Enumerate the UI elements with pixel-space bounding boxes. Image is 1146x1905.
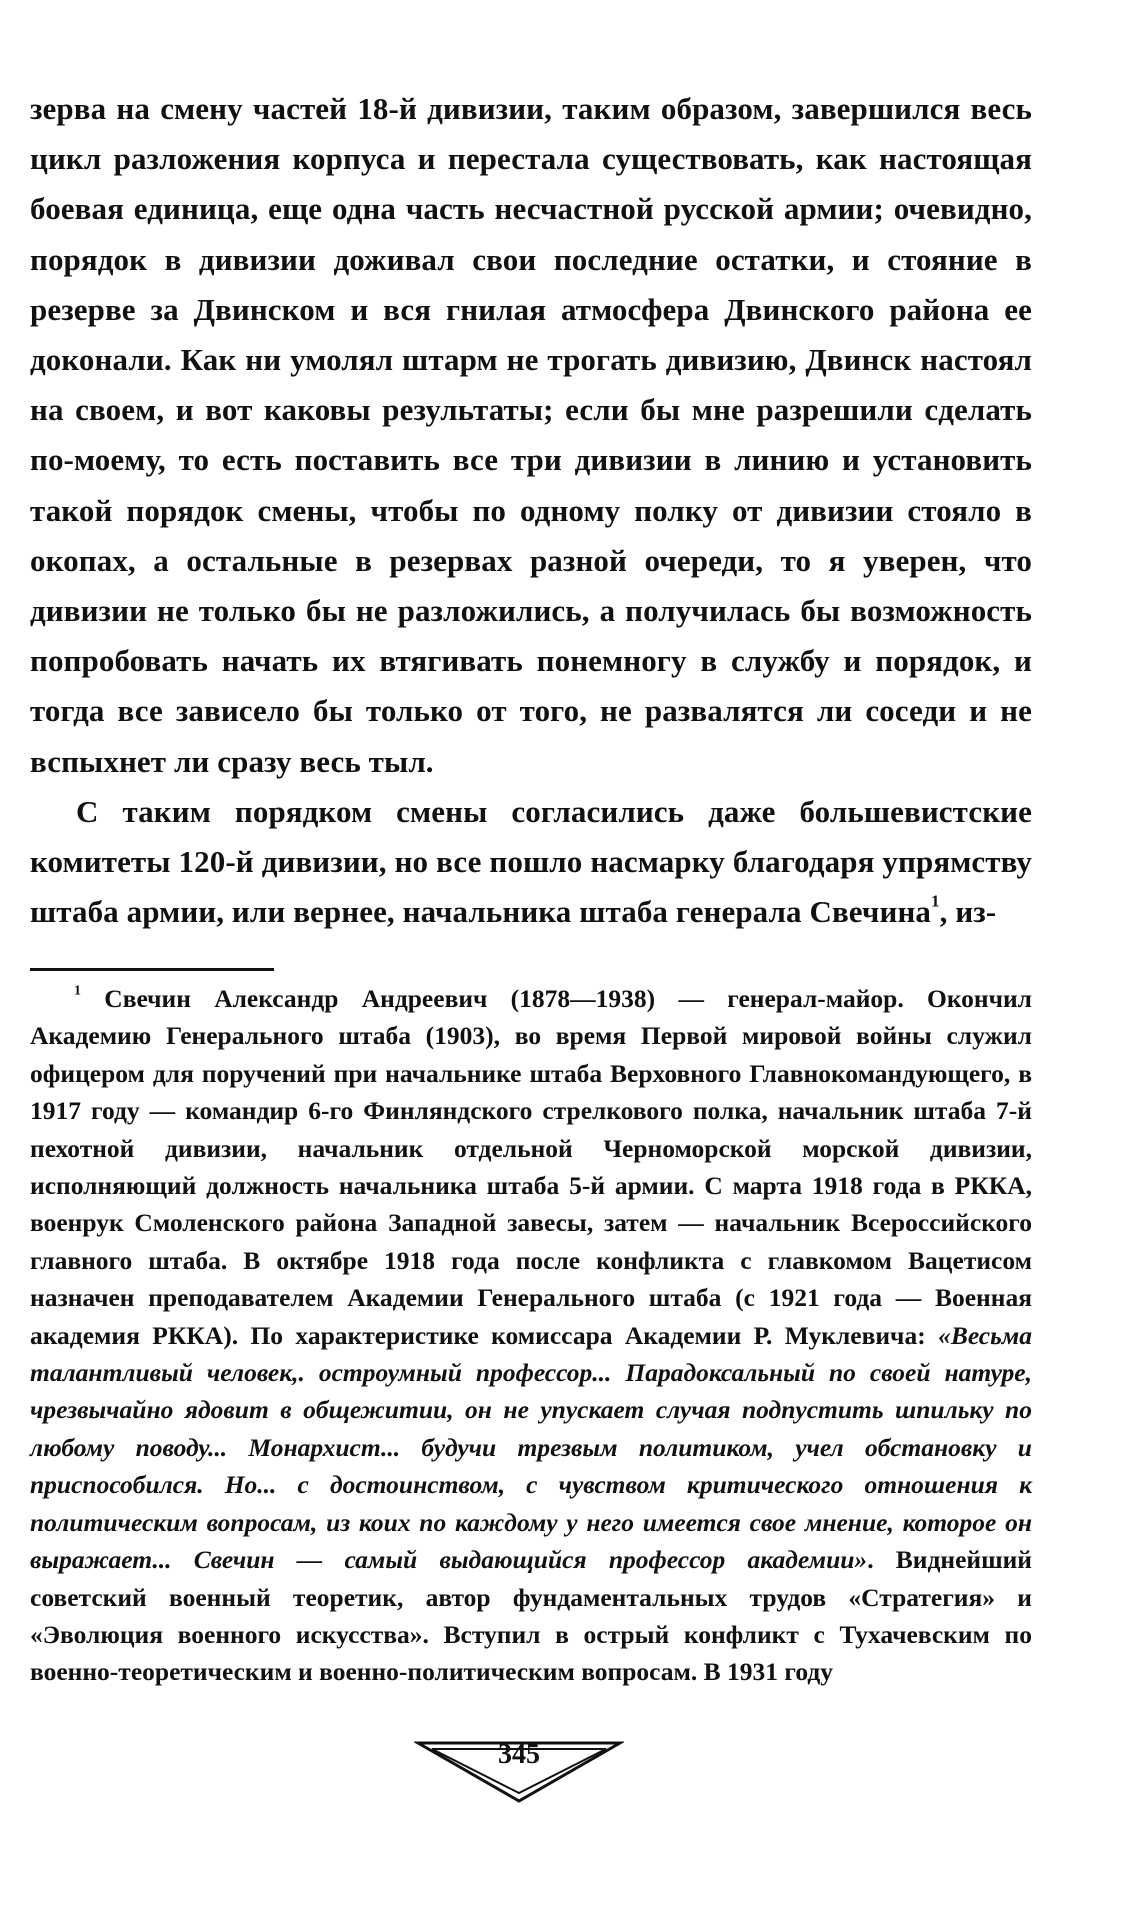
footnote [30,980,1032,1691]
footnote-quote: «Весьма талантливый человек,. остроумный профессор... Парадоксальный по своей натуре, чрезвычайно ядовит в общежитии, он не упускает случая подпустить шпильку по любому поводу... Монархист... будучи трезвым политиком, учел обстановку и приспособился. Но... с достоинством, с чувством критического отношения к политическим вопросам, из коих по каждому у него имеется свое мнение, которое он выражает... Свечин — самый выдающийся профессор академии» [30,1320,1032,1575]
footnote-text-after: . Виднейший советский военный теоретик, автор фундаментальных трудов «Стратегия» и «Эволюция военного искусства». Вступил в острый конфликт с Тухачевским по военно-теоретическим и военно-политическим вопросам. В 1931 году [30,1545,1032,1687]
page-number-ornament [414,1737,624,1805]
footnote-text: Свечин Александр Андреевич (1878—1938) — генерал-майор. Окончил Академию Генерального штаба (1903), во время Первой мировой войны служил офицером для поручений при начальнике штаба Верховного Главнокомандующего, в 1917 году — командир 6-го Финляндского стрелкового полка, начальник штаба 7-й пехотной дивизии, начальник отдельной Черноморской морской дивизии, исполняющий должность начальника штаба 5-й армии. С марта 1918 года в РККА, военрук Смоленского района Западной завесы, затем — начальник Всероссийского главного штаба. В октябре 1918 года после конфликта с главкомом Вацетисом назначен преподавателем Академии Генерального штаба (с 1921 года — Военная академия РККА). По характеристике комиссара Академии Р. Муклевича: [30,984,1032,1350]
paragraph-text: С таким порядком смены согласились даже большевистские комитеты 120-й дивизии, но все пошло насмарку благодаря упрямству штаба армии, или вернее, начальника штаба генерала Свечина [30,793,1032,930]
paragraph [30,787,1032,938]
footnote-ref: 1 [931,891,940,911]
footnote-paragraph [30,980,1032,1691]
footnote-marker: 1 [74,983,82,999]
page-number: 345 [498,1739,540,1770]
paragraph: зерва на смену частей 18-й дивизии, таким образом, завершился весь цикл разложения корпуса и перестала существовать, как настоящая боевая единица, еще одна часть несчастной русской армии; очевидно, порядок в дивизии доживал свои последние остатки, и стояние в резерве за Двинском и вся гнилая атмосфера Двинского района ее доконали. Как ни умолял штарм не трогать дивизию, Двинск настоял на своем, и вот каковы результаты; если бы мне разрешили сделать по-моему, то есть поставить все три дивизии в линию и установить такой порядок смены, чтобы по одному полку от дивизии стояло в окопах, а остальные в резервах разной очереди, то я уверен, что дивизии не только бы не разложились, а получилась бы возможность попробовать начать их втягивать понемногу в службу и порядок, и тогда все зависело бы только от того, не развалятся ли соседи и не вспыхнет ли сразу весь тыл. [30,91,1032,779]
main-text [30,84,1032,937]
page-body [30,84,1032,937]
paragraph-text-end: , из- [939,894,997,930]
footnote-divider [30,968,274,971]
